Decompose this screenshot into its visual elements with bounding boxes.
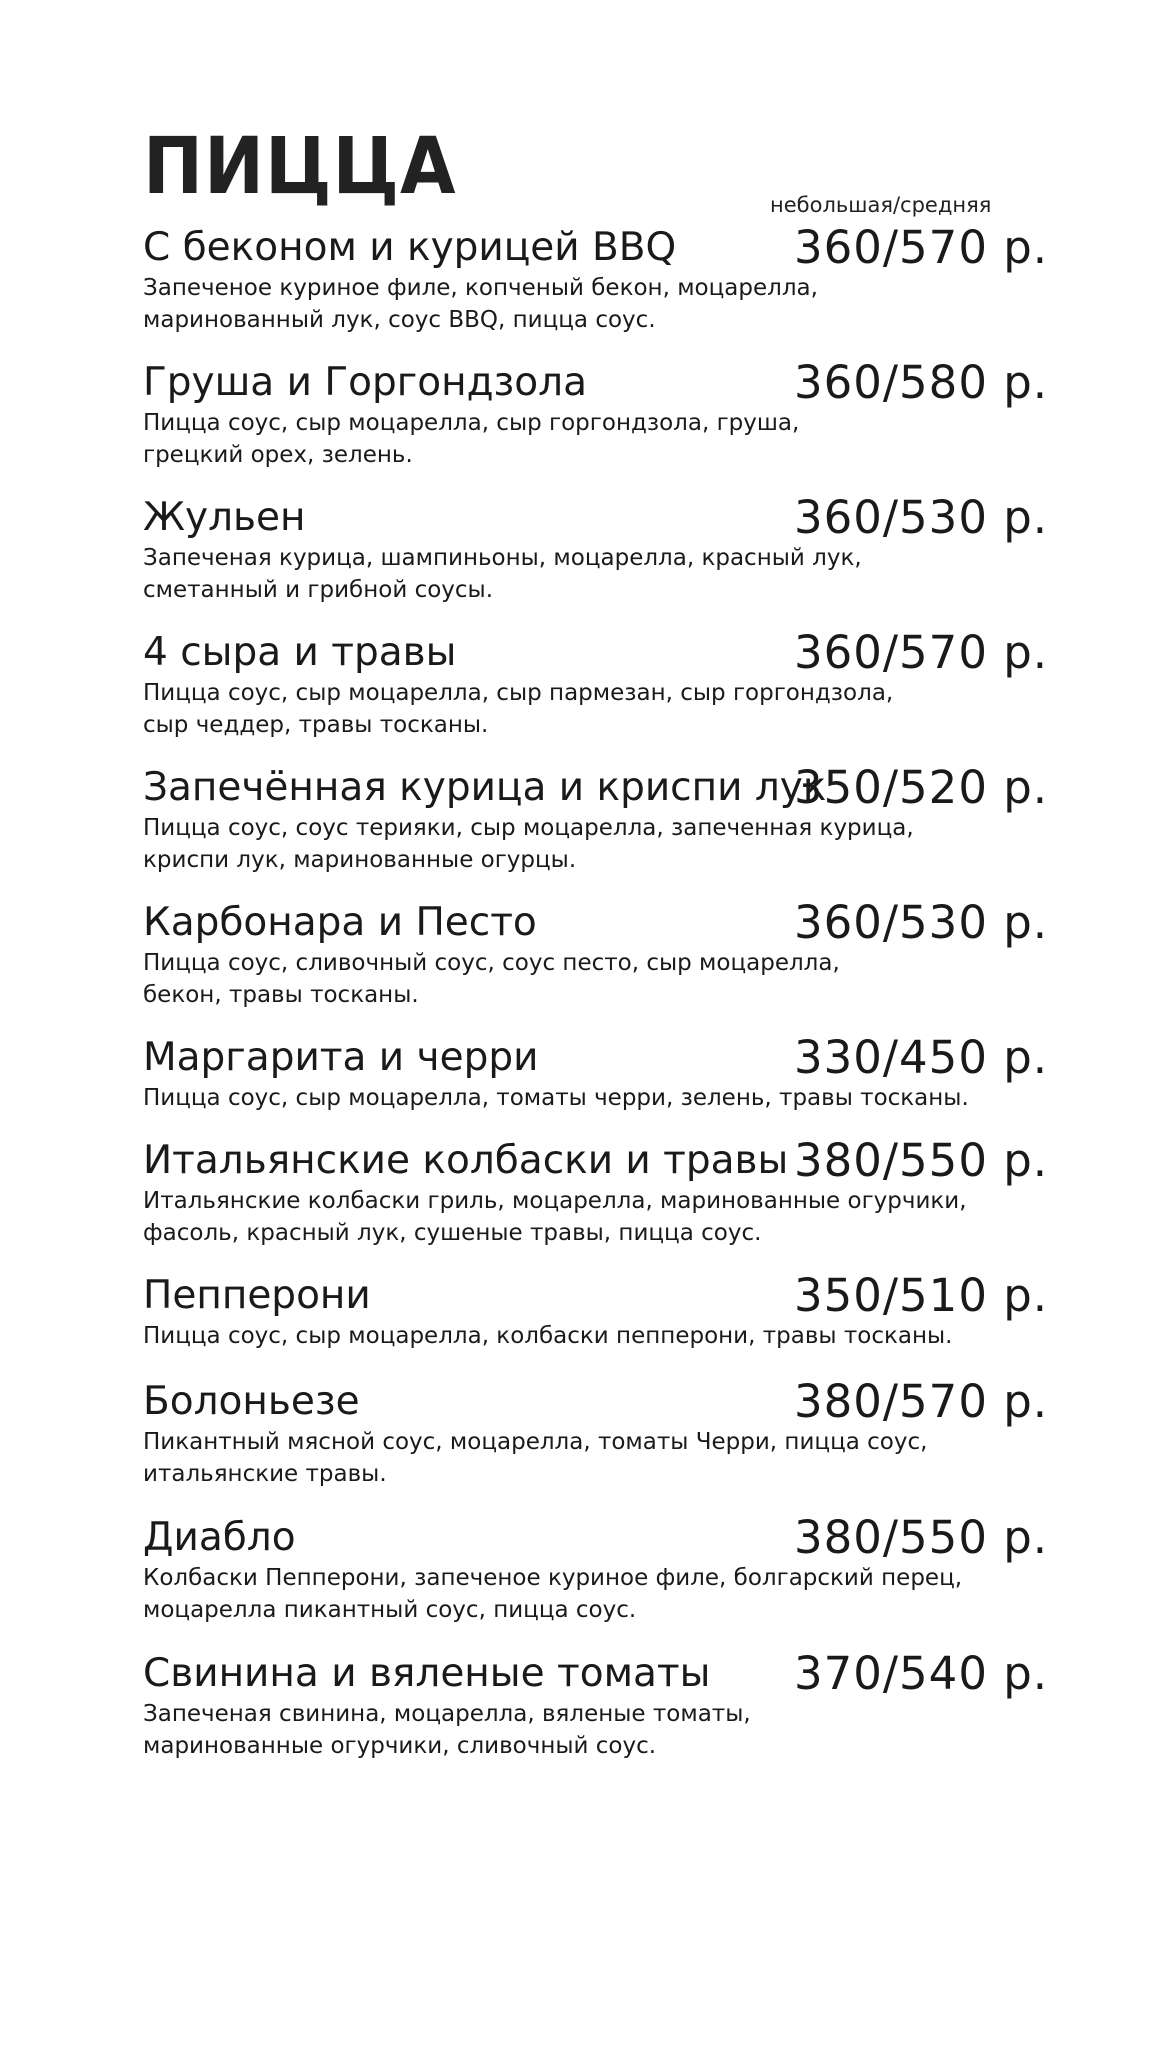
item-description: Пикантный мясной соус, моцарелла, томаты Черри, пицца соус, итальянские травы.: [143, 1429, 928, 1487]
menu-item: [143, 896, 1049, 1034]
menu-item: [143, 1269, 1049, 1378]
item-description: Пицца соус, сыр моцарелла, сыр горгондзола, груша, грецкий орех, зелень.: [143, 410, 800, 468]
item-description: Пицца соус, сыр моцарелла, томаты черри, зелень, травы тосканы.: [143, 1085, 969, 1111]
menu-item: [143, 491, 1049, 629]
menu-item: [143, 761, 1049, 899]
item-price: 360/530 р.: [794, 491, 1049, 544]
size-note: небольшая/средняя: [770, 193, 992, 217]
item-price: 330/450 р.: [794, 1031, 1049, 1084]
item-price: 360/570 р.: [794, 221, 1049, 274]
menu-item: [143, 356, 1049, 494]
item-name: Груша и Горгондзола: [143, 360, 587, 405]
item-name: Жульен: [143, 495, 306, 540]
item-description: Пицца соус, соус терияки, сыр моцарелла, запеченная курица, криспи лук, маринованные огурцы.: [143, 815, 914, 873]
item-description: Запеченая свинина, моцарелла, вяленые томаты, маринованные огурчики, сливочный соус.: [143, 1701, 751, 1759]
item-price: 350/510 р.: [794, 1269, 1049, 1322]
item-name: Болоньезе: [143, 1379, 360, 1424]
item-price: 370/540 р.: [794, 1647, 1049, 1700]
item-description: Пицца соус, сыр моцарелла, сыр пармезан, сыр горгондзола, сыр чеддер, травы тосканы.: [143, 680, 894, 738]
item-name: 4 сыра и травы: [143, 630, 457, 675]
item-price: 380/550 р.: [794, 1134, 1049, 1187]
item-name: Диабло: [143, 1515, 296, 1560]
item-name: С беконом и курицей ВВQ: [143, 225, 677, 270]
menu-item: [143, 221, 1049, 359]
item-name: Свинина и вяленые томаты: [143, 1651, 711, 1696]
item-price: 380/550 р.: [794, 1511, 1049, 1564]
menu-item: [143, 626, 1049, 764]
item-price: 350/520 р.: [794, 761, 1049, 814]
item-price: 360/580 р.: [794, 356, 1049, 409]
item-price: 380/570 р.: [794, 1375, 1049, 1428]
item-name: Запечённая курица и криспи лук: [143, 765, 827, 810]
page-title: ПИЦЦА: [143, 122, 457, 212]
item-description: Колбаски Пепперони, запеченое куриное филе, болгарский перец, моцарелла пикантный соус, пицца соус.: [143, 1565, 963, 1623]
menu-item: [143, 1647, 1049, 1785]
item-description: Итальянские колбаски гриль, моцарелла, маринованные огурчики, фасоль, красный лук, сушеные травы, пицца соус.: [143, 1188, 967, 1246]
item-description: Пицца соус, сливочный соус, соус песто, сыр моцарелла, бекон, травы тосканы.: [143, 950, 840, 1008]
item-name: Маргарита и черри: [143, 1035, 539, 1080]
menu-item: [143, 1031, 1049, 1137]
menu-item: [143, 1375, 1049, 1514]
menu-item: [143, 1511, 1049, 1650]
item-name: Пепперони: [143, 1273, 371, 1318]
menu-item: [143, 1134, 1049, 1272]
menu-items: [143, 221, 1049, 1785]
item-description: Запеченое куриное филе, копченый бекон, моцарелла, маринованный лук, соус ВВQ, пицца соус.: [143, 275, 818, 333]
item-name: Итальянские колбаски и травы: [143, 1138, 789, 1183]
item-description: Пицца соус, сыр моцарелла, колбаски пепперони, травы тосканы.: [143, 1323, 953, 1349]
item-price: 360/530 р.: [794, 896, 1049, 949]
item-name: Карбонара и Песто: [143, 900, 537, 945]
item-description: Запеченая курица, шампиньоны, моцарелла, красный лук, сметанный и грибной соусы.: [143, 545, 862, 603]
item-price: 360/570 р.: [794, 626, 1049, 679]
